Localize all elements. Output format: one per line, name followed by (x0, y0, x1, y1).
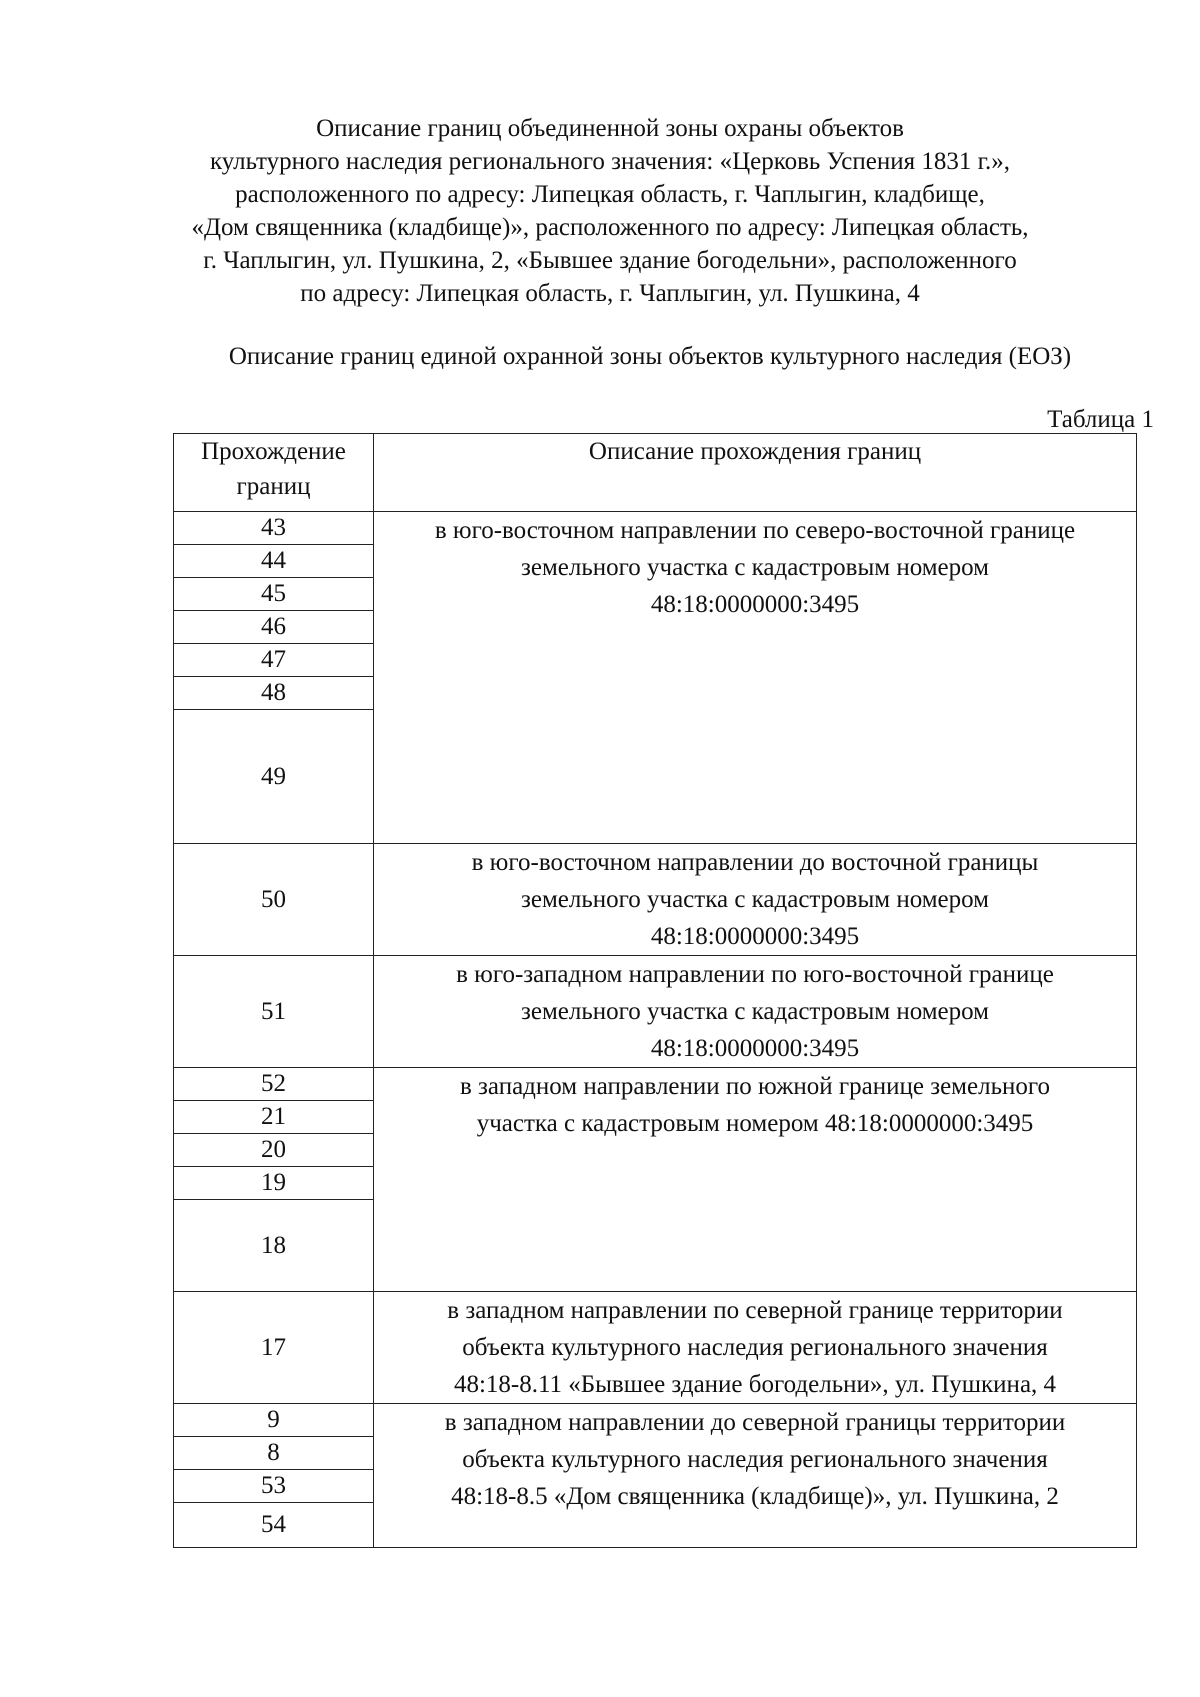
description-line: в западном направлении по южной границе земельного (460, 1073, 1050, 1100)
point-cell: 9 (174, 1404, 374, 1437)
point-cell: 50 (174, 844, 374, 956)
table-row (174, 956, 1137, 1068)
table-row (174, 1068, 1137, 1101)
description-line: земельного участка с кадастровым номером (520, 886, 990, 913)
point-cell: 44 (174, 545, 374, 578)
description-line: 48:18:0000000:3495 (650, 1035, 860, 1062)
description-line: 48:18:0000000:3495 (650, 591, 860, 618)
description-line: в западном направлении по северной границе территории (447, 1297, 1063, 1324)
description-cell (374, 844, 1137, 956)
point-cell: 54 (174, 1503, 374, 1548)
point-cell: 19 (174, 1167, 374, 1200)
header-points-line: границ (236, 473, 311, 500)
point-cell: 21 (174, 1101, 374, 1134)
document-title (150, 112, 1070, 310)
table-row (174, 512, 1137, 545)
point-cell: 45 (174, 578, 374, 611)
table-label: Таблица 1 (1047, 406, 1154, 433)
description-line: в юго-западном направлении по юго-восточной границе (456, 961, 1054, 988)
header-description: Описание прохождения границ (374, 434, 1137, 512)
table-row (174, 1292, 1137, 1404)
point-cell: 46 (174, 611, 374, 644)
description-line: участка с кадастровым номером 48:18:0000000:3495 (476, 1110, 1034, 1137)
description-cell (374, 512, 1137, 844)
description-line: 48:18-8.5 «Дом священника (кладбище)», ул. Пушкина, 2 (451, 1483, 1059, 1510)
document-subtitle: Описание границ единой охранной зоны объектов культурного наследия (ЕОЗ) (228, 343, 1072, 370)
description-cell (374, 1068, 1137, 1292)
point-cell: 47 (174, 644, 374, 677)
title-line: г. Чаплыгин, ул. Пушкина, 2, «Бывшее здание богодельни», расположенного (203, 247, 1017, 274)
point-cell: 20 (174, 1134, 374, 1167)
description-line: объекта культурного наследия регионального значения (462, 1446, 1048, 1473)
title-line: «Дом священника (кладбище)», расположенного по адресу: Липецкая область, (191, 214, 1029, 241)
title-line: культурного наследия регионального значения: «Церковь Успения 1831 г.», (209, 148, 1011, 175)
title-line: расположенного по адресу: Липецкая область, г. Чаплыгин, кладбище, (235, 181, 985, 208)
point-cell: 43 (174, 512, 374, 545)
point-cell: 49 (174, 710, 374, 844)
description-line: 48:18:0000000:3495 (650, 923, 860, 950)
description-cell (374, 1292, 1137, 1404)
point-cell: 48 (174, 677, 374, 710)
description-cell (374, 956, 1137, 1068)
description-line: объекта культурного наследия регионального значения (462, 1334, 1048, 1361)
header-points-line: Прохождение (201, 438, 346, 465)
point-cell: 52 (174, 1068, 374, 1101)
header-points (174, 434, 374, 512)
description-cell (374, 1404, 1137, 1548)
table-row (174, 844, 1137, 956)
point-cell: 51 (174, 956, 374, 1068)
table-header-row (174, 434, 1137, 512)
point-cell: 53 (174, 1470, 374, 1503)
title-line: по адресу: Липецкая область, г. Чаплыгин, ул. Пушкина, 4 (300, 280, 920, 307)
description-line: земельного участка с кадастровым номером (520, 998, 990, 1025)
boundary-table (173, 433, 1137, 1548)
point-cell: 17 (174, 1292, 374, 1404)
title-line: Описание границ объединенной зоны охраны объектов (316, 115, 904, 142)
description-line: в юго-восточном направлении до восточной границы (471, 849, 1039, 876)
point-cell: 8 (174, 1437, 374, 1470)
description-line: 48:18-8.11 «Бывшее здание богодельни», ул. Пушкина, 4 (453, 1371, 1057, 1398)
description-line: в западном направлении до северной границы территории (444, 1409, 1066, 1436)
table-row (174, 1404, 1137, 1437)
description-line: в юго-восточном направлении по северо-восточной границе (434, 517, 1076, 544)
description-line: земельного участка с кадастровым номером (520, 554, 990, 581)
point-cell: 18 (174, 1200, 374, 1292)
